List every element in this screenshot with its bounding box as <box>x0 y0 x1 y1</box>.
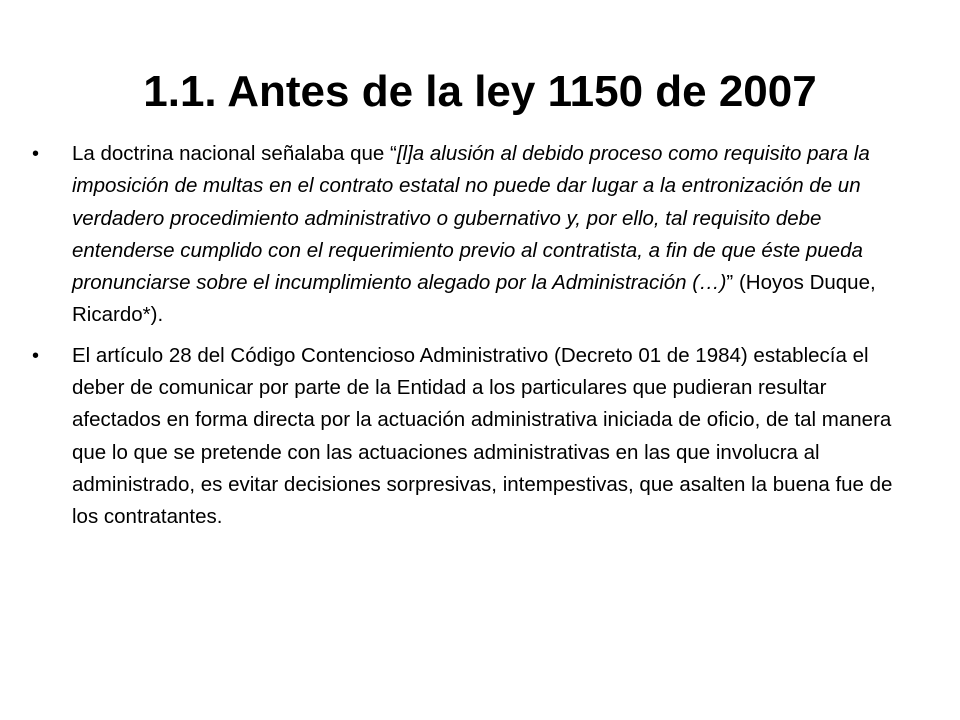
bullet-text: El artículo 28 del Código Contencioso Administrativo (Decreto 01 de 1984) establecía el deber de comunicar por parte de la Entidad a los particulares que pudieran resultar afectados en forma directa por la actuación administrativa iniciada de oficio, de tal manera que lo que se pretende con las actuaciones administrativas en las que involucra al administrado, es evitar decisiones sorpresivas, intempestivas, que asalten la buena fue de los contratantes. <box>72 343 893 529</box>
bullet-item-doctrina <box>30 138 910 332</box>
bullet-marker-icon: • <box>32 143 40 165</box>
bullet-marker-icon: • <box>32 344 40 367</box>
bullet-text-citation: ” (Hoyos Duque, Ricardo*). <box>72 271 876 327</box>
bullet-quote-italic: [l]a alusión al debido proceso como requisito para la imposición de multas en el contrato estatal no puede dar lugar a la entronización de un verdadero procedimiento administrativo o gubernativo y, por ello, tal requisito debe entenderse cumplido con el requerimiento previo al contratista, a fin de que éste pueda pronunciarse sobre el incumplimiento alegado por la Administración (…) <box>72 142 870 295</box>
bullet-text-intro: La doctrina nacional señalaba que “ <box>72 142 397 165</box>
bullet-list <box>30 138 910 542</box>
bullet-item-articulo-28 <box>30 340 910 534</box>
slide-title: 1.1. Antes de la ley 1150 de 2007 <box>143 67 817 116</box>
